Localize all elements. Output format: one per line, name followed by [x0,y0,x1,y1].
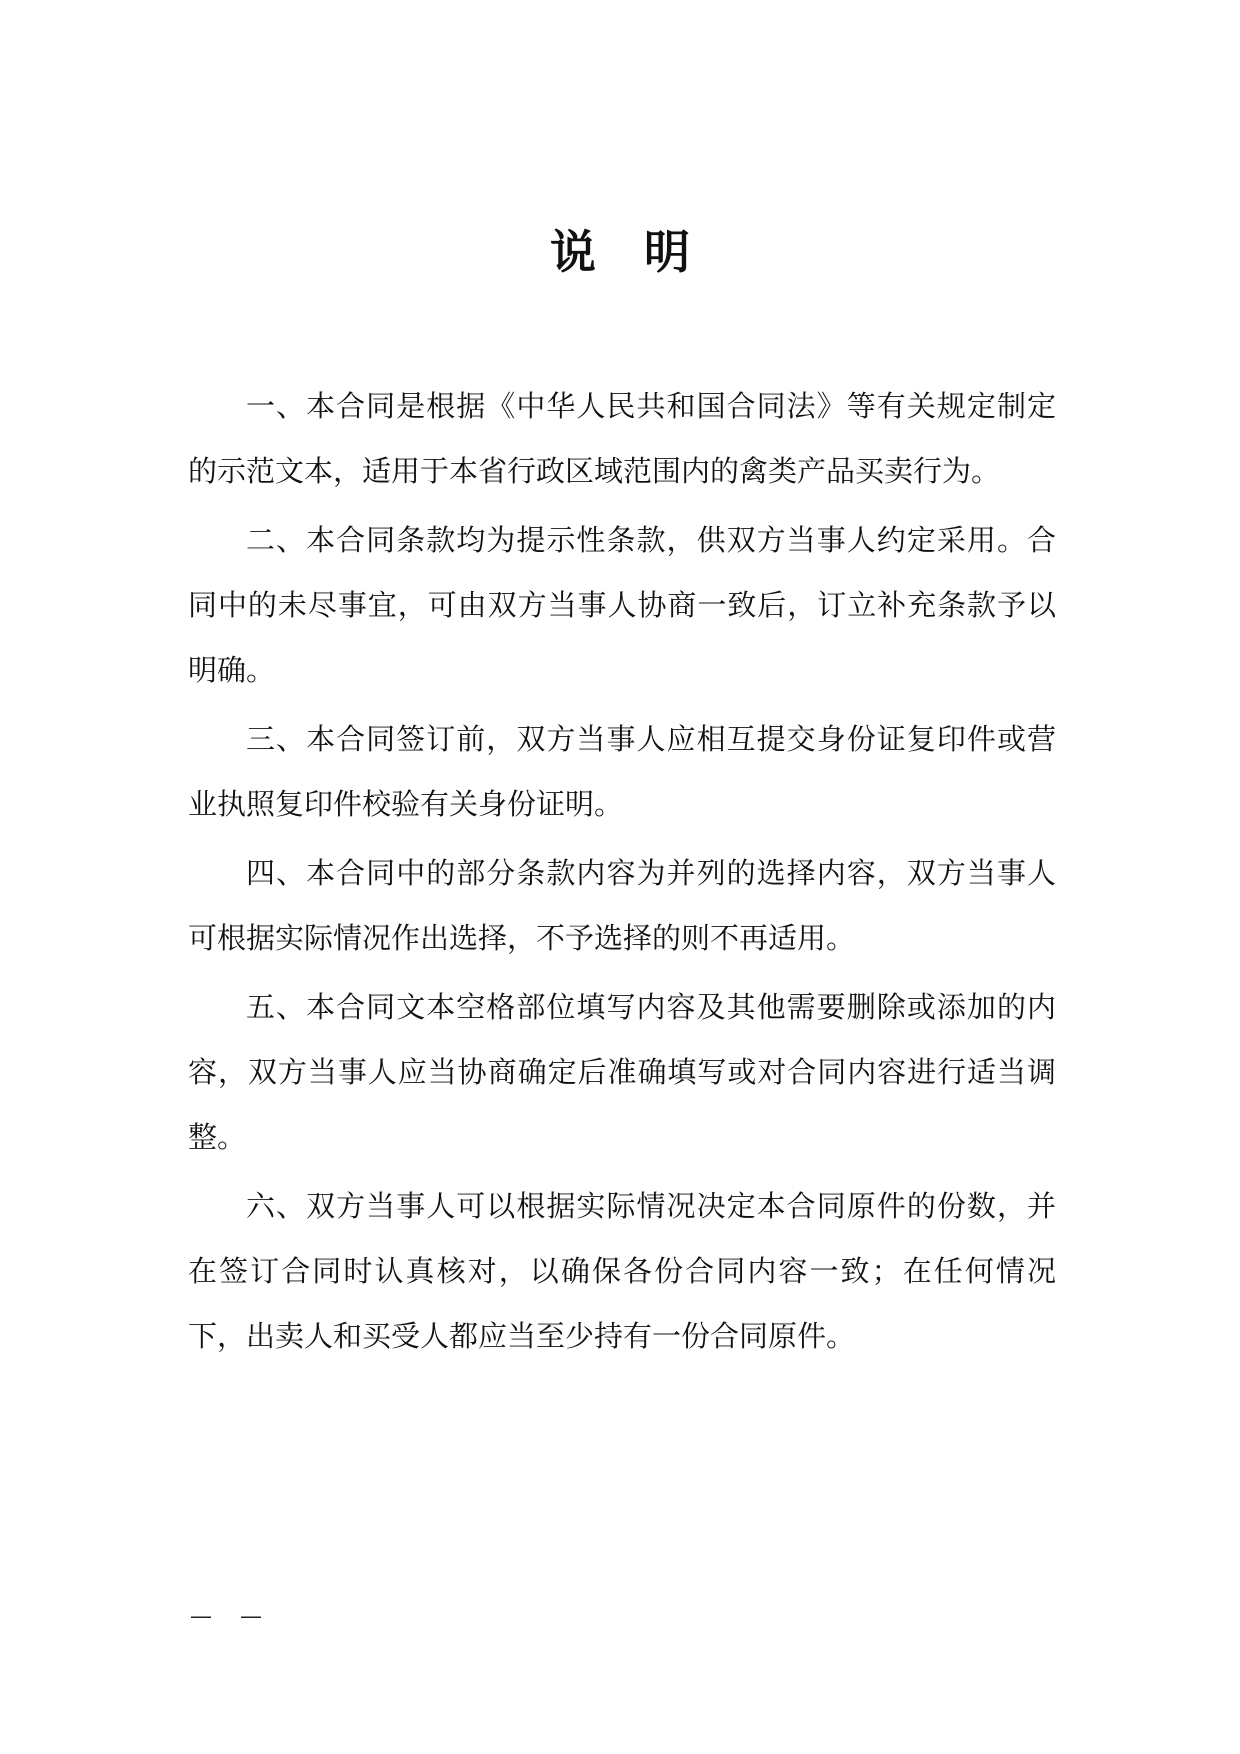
paragraph-5: 五、本合同文本空格部位填写内容及其他需要删除或添加的内容，双方当事人应当协商确定后准确填写或对合同内容进行适当调整。 [188,990,1056,1154]
paragraph-4: 四、本合同中的部分条款内容为并列的选择内容，双方当事人可根据实际情况作出选择，不予选择的则不再适用。 [188,856,1056,955]
paragraph-2: 二、本合同条款均为提示性条款，供双方当事人约定采用。合同中的未尽事宜，可由双方当事人协商一致后，订立补充条款予以明确。 [188,523,1056,687]
paragraph-3: 三、本合同签订前，双方当事人应相互提交身份证复印件或营业执照复印件校验有关身份证明。 [188,722,1056,821]
page-footer: — — [190,1604,262,1629]
page-title: 说明 [550,225,738,279]
paragraph-1: 一、本合同是根据《中华人民共和国合同法》等有关规定制定的示范文本，适用于本省行政区域范围内的禽类产品买卖行为。 [188,389,1056,488]
document-body [188,374,1056,1373]
paragraph-6: 六、双方当事人可以根据实际情况决定本合同原件的份数，并在签订合同时认真核对，以确保各份合同内容一致；在任何情况下，出卖人和买受人都应当至少持有一份合同原件。 [188,1189,1056,1353]
